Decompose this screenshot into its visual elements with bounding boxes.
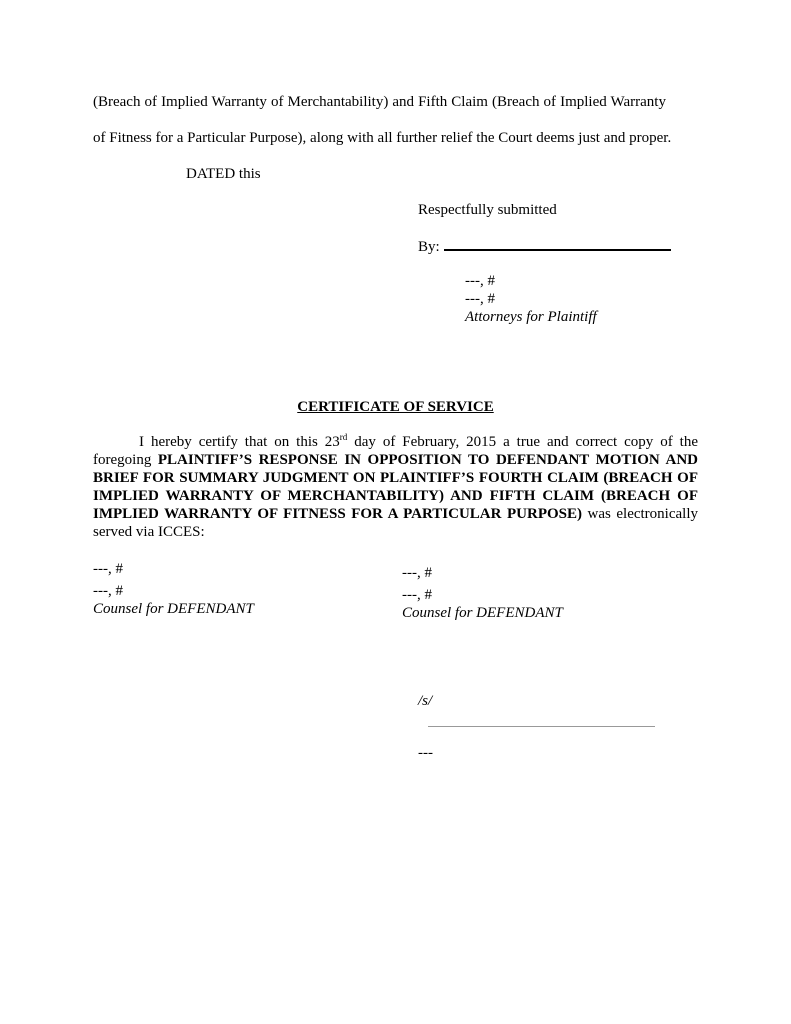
counsel-2-role: Counsel for DEFENDANT (402, 605, 563, 621)
by-signature-line (418, 237, 671, 256)
counsel-2-line-2: ---, # (402, 587, 432, 603)
cert-text-end: was electronically served via ICCES: (93, 506, 698, 540)
date-ordinal-suffix: rd (339, 432, 348, 442)
final-signer-name: --- (418, 745, 433, 761)
electronic-signature-mark: /s/ (418, 693, 433, 709)
cert-text-before-date: I hereby certify that on this 23 (139, 434, 340, 450)
counsel-1-role: Counsel for DEFENDANT (93, 601, 254, 617)
dated-line: DATED this (186, 166, 261, 182)
attorney-line-1: ---, # (465, 273, 495, 289)
counsel-1-line-1: ---, # (93, 561, 123, 577)
cert-text-after-date: day of February, 2015 a true and correct copy of the foregoing (93, 434, 698, 468)
certificate-paragraph (93, 433, 698, 541)
respectfully-submitted: Respectfully submitted (418, 202, 557, 218)
counsel-1-line-2: ---, # (93, 583, 123, 599)
closing-line-2: of Fitness for a Particular Purpose), along with all further relief the Court deems just and proper. (93, 130, 672, 146)
counsel-2-line-1: ---, # (402, 565, 432, 581)
attorney-role: Attorneys for Plaintiff (465, 309, 597, 325)
by-label: By: (418, 239, 440, 255)
closing-line-1: (Breach of Implied Warranty of Merchantability) and Fifth Claim (Breach of Implied Warranty (93, 94, 666, 110)
final-signature-rule (428, 726, 655, 727)
certificate-heading: CERTIFICATE OF SERVICE (297, 399, 494, 415)
served-document-title: PLAINTIFF’S RESPONSE IN OPPOSITION TO DEFENDANT MOTION AND BRIEF FOR SUMMARY JUDGMENT ON PLAINTIFF’S FOURTH CLAIM (BREACH OF IMPLIED WARRANTY OF MERCHANTABILITY) AND FIFTH CLAIM (BREACH OF IMPLIED WARRANTY OF FITNESS FOR A PARTICULAR PURPOSE) (93, 452, 698, 522)
signature-rule (444, 237, 671, 251)
attorney-line-2: ---, # (465, 291, 495, 307)
